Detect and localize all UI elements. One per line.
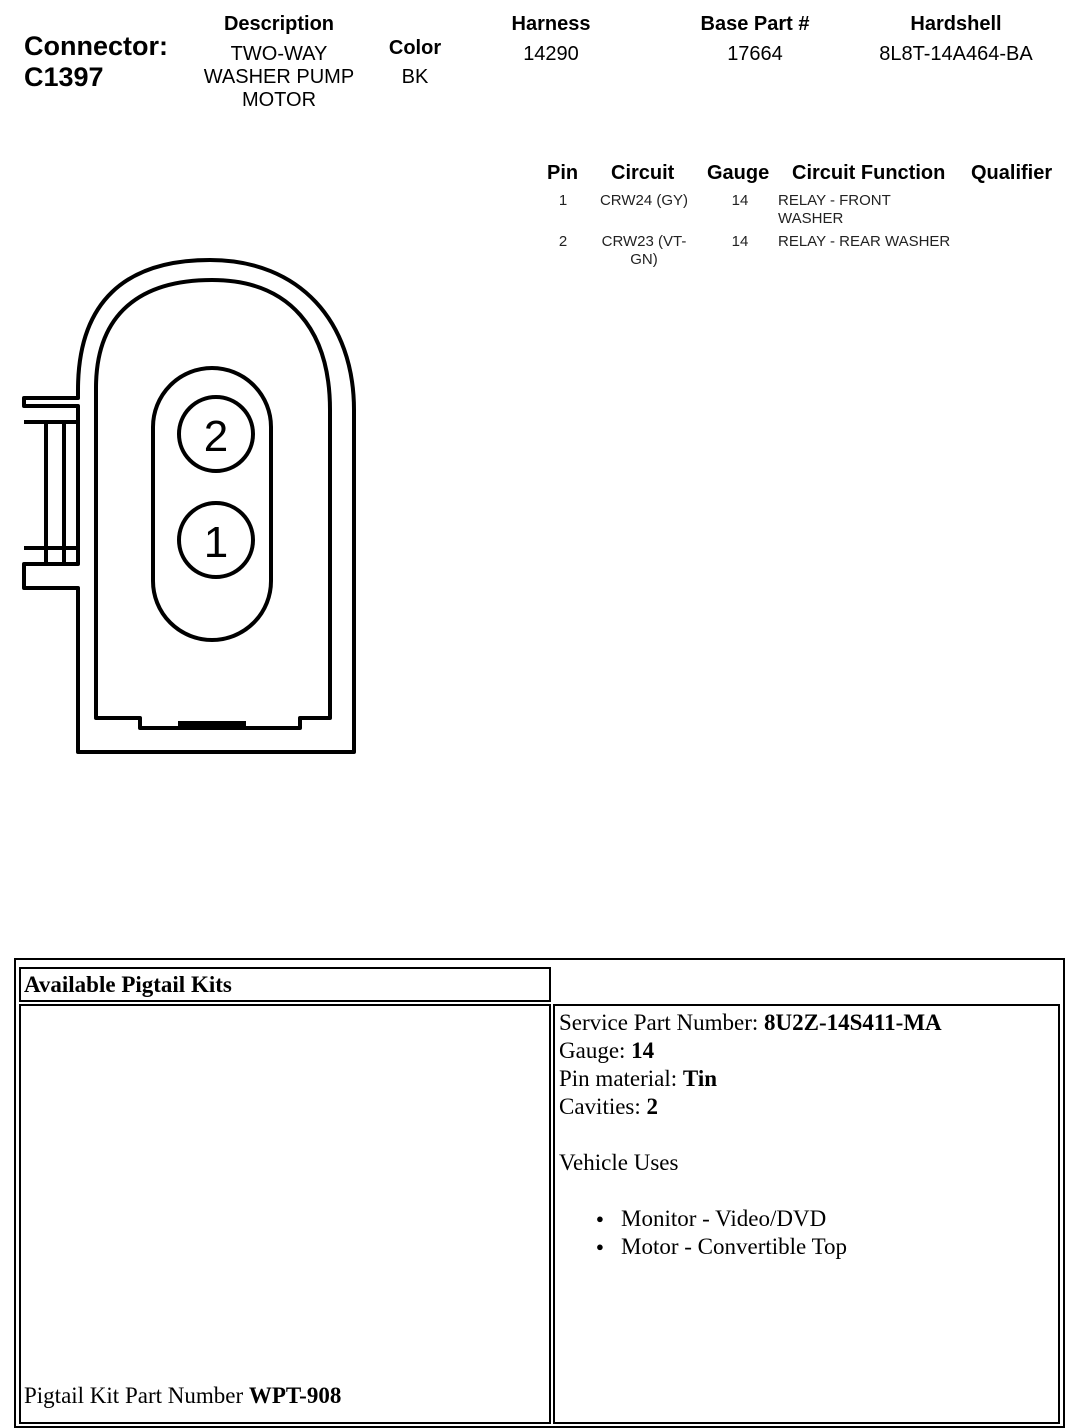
function-header: Circuit Function — [792, 162, 946, 184]
hardshell-value: 8L8T-14A464-BA — [879, 43, 1033, 65]
pigtail-kit-part — [24, 1382, 341, 1410]
function-line: RELAY - FRONT — [778, 192, 891, 209]
service-part-label: Service Part Number: — [559, 1010, 765, 1035]
list-item: ● Motor - Convertible Top — [621, 1233, 1058, 1261]
pin-material-label: Pin material: — [559, 1066, 683, 1091]
cavities-line — [559, 1093, 1058, 1121]
color-value: BK — [401, 66, 429, 88]
description-line: MOTOR — [241, 89, 317, 111]
circuit-line: GN) — [630, 251, 658, 268]
gauge-cell: 14 — [731, 192, 749, 209]
vehicle-uses-list — [559, 1205, 1058, 1261]
connector-label: Connector: — [24, 31, 168, 61]
service-part-line — [559, 1009, 1058, 1037]
description-line: WASHER PUMP — [203, 66, 355, 88]
pigtail-right-cell — [553, 1004, 1060, 1424]
vehicle-uses-label: Vehicle Uses — [559, 1150, 679, 1175]
pin-label: 1 — [203, 518, 229, 567]
description-line: TWO-WAY — [230, 43, 328, 65]
pigtail-left-cell — [19, 1004, 551, 1424]
table-row — [540, 233, 1060, 271]
service-part-value: 8U2Z-14S411-MA — [764, 1010, 942, 1035]
circuit-line: CRW23 (VT- — [601, 233, 687, 250]
base-part-value: 17664 — [727, 43, 783, 65]
connector-outer-shell — [24, 260, 354, 752]
connector-diagram — [0, 0, 400, 780]
cavities-value: 2 — [646, 1094, 659, 1119]
pin-material-value: Tin — [682, 1066, 718, 1091]
function-cell — [778, 192, 978, 228]
kit-part-number: WPT-908 — [248, 1383, 342, 1408]
cavities-label: Cavities: — [559, 1094, 647, 1119]
pin-number: 1 — [558, 192, 568, 209]
pin-label: 2 — [203, 412, 229, 461]
gauge-value: 14 — [631, 1038, 655, 1063]
connector-id: C1397 — [24, 62, 104, 92]
connector-key-bar — [178, 721, 246, 728]
qualifier-header: Qualifier — [971, 162, 1053, 184]
pin-header: Pin — [547, 162, 579, 184]
harness-label: Harness — [511, 13, 591, 35]
list-item: ● Monitor - Video/DVD — [621, 1205, 1058, 1233]
gauge-label: Gauge: — [559, 1038, 632, 1063]
base-part-label: Base Part # — [700, 13, 810, 35]
circuit-cell — [590, 233, 698, 269]
gauge-header: Gauge — [707, 162, 770, 184]
color-label: Color — [388, 37, 442, 59]
circuit-header: Circuit — [611, 162, 675, 184]
table-row — [540, 192, 1060, 230]
pin-material-line — [559, 1065, 1058, 1093]
connector-latch — [24, 422, 78, 564]
gauge-cell: 14 — [731, 233, 749, 250]
circuit-cell — [590, 192, 698, 210]
gauge-line — [559, 1037, 1058, 1065]
pigtail-details — [555, 1006, 1058, 1261]
circuit-line: CRW24 (GY) — [599, 192, 689, 209]
pin-number: 2 — [558, 233, 568, 250]
function-line: RELAY - REAR WASHER — [778, 233, 951, 250]
function-cell — [778, 233, 978, 251]
kit-part-label: Pigtail Kit Part Number — [24, 1383, 249, 1408]
hardshell-label: Hardshell — [910, 13, 1002, 35]
function-line: WASHER — [778, 210, 844, 227]
harness-value: 14290 — [523, 43, 579, 65]
pigtail-heading-cell — [19, 967, 551, 1002]
description-label: Description — [223, 13, 335, 35]
pigtail-heading: Available Pigtail Kits — [24, 972, 232, 997]
